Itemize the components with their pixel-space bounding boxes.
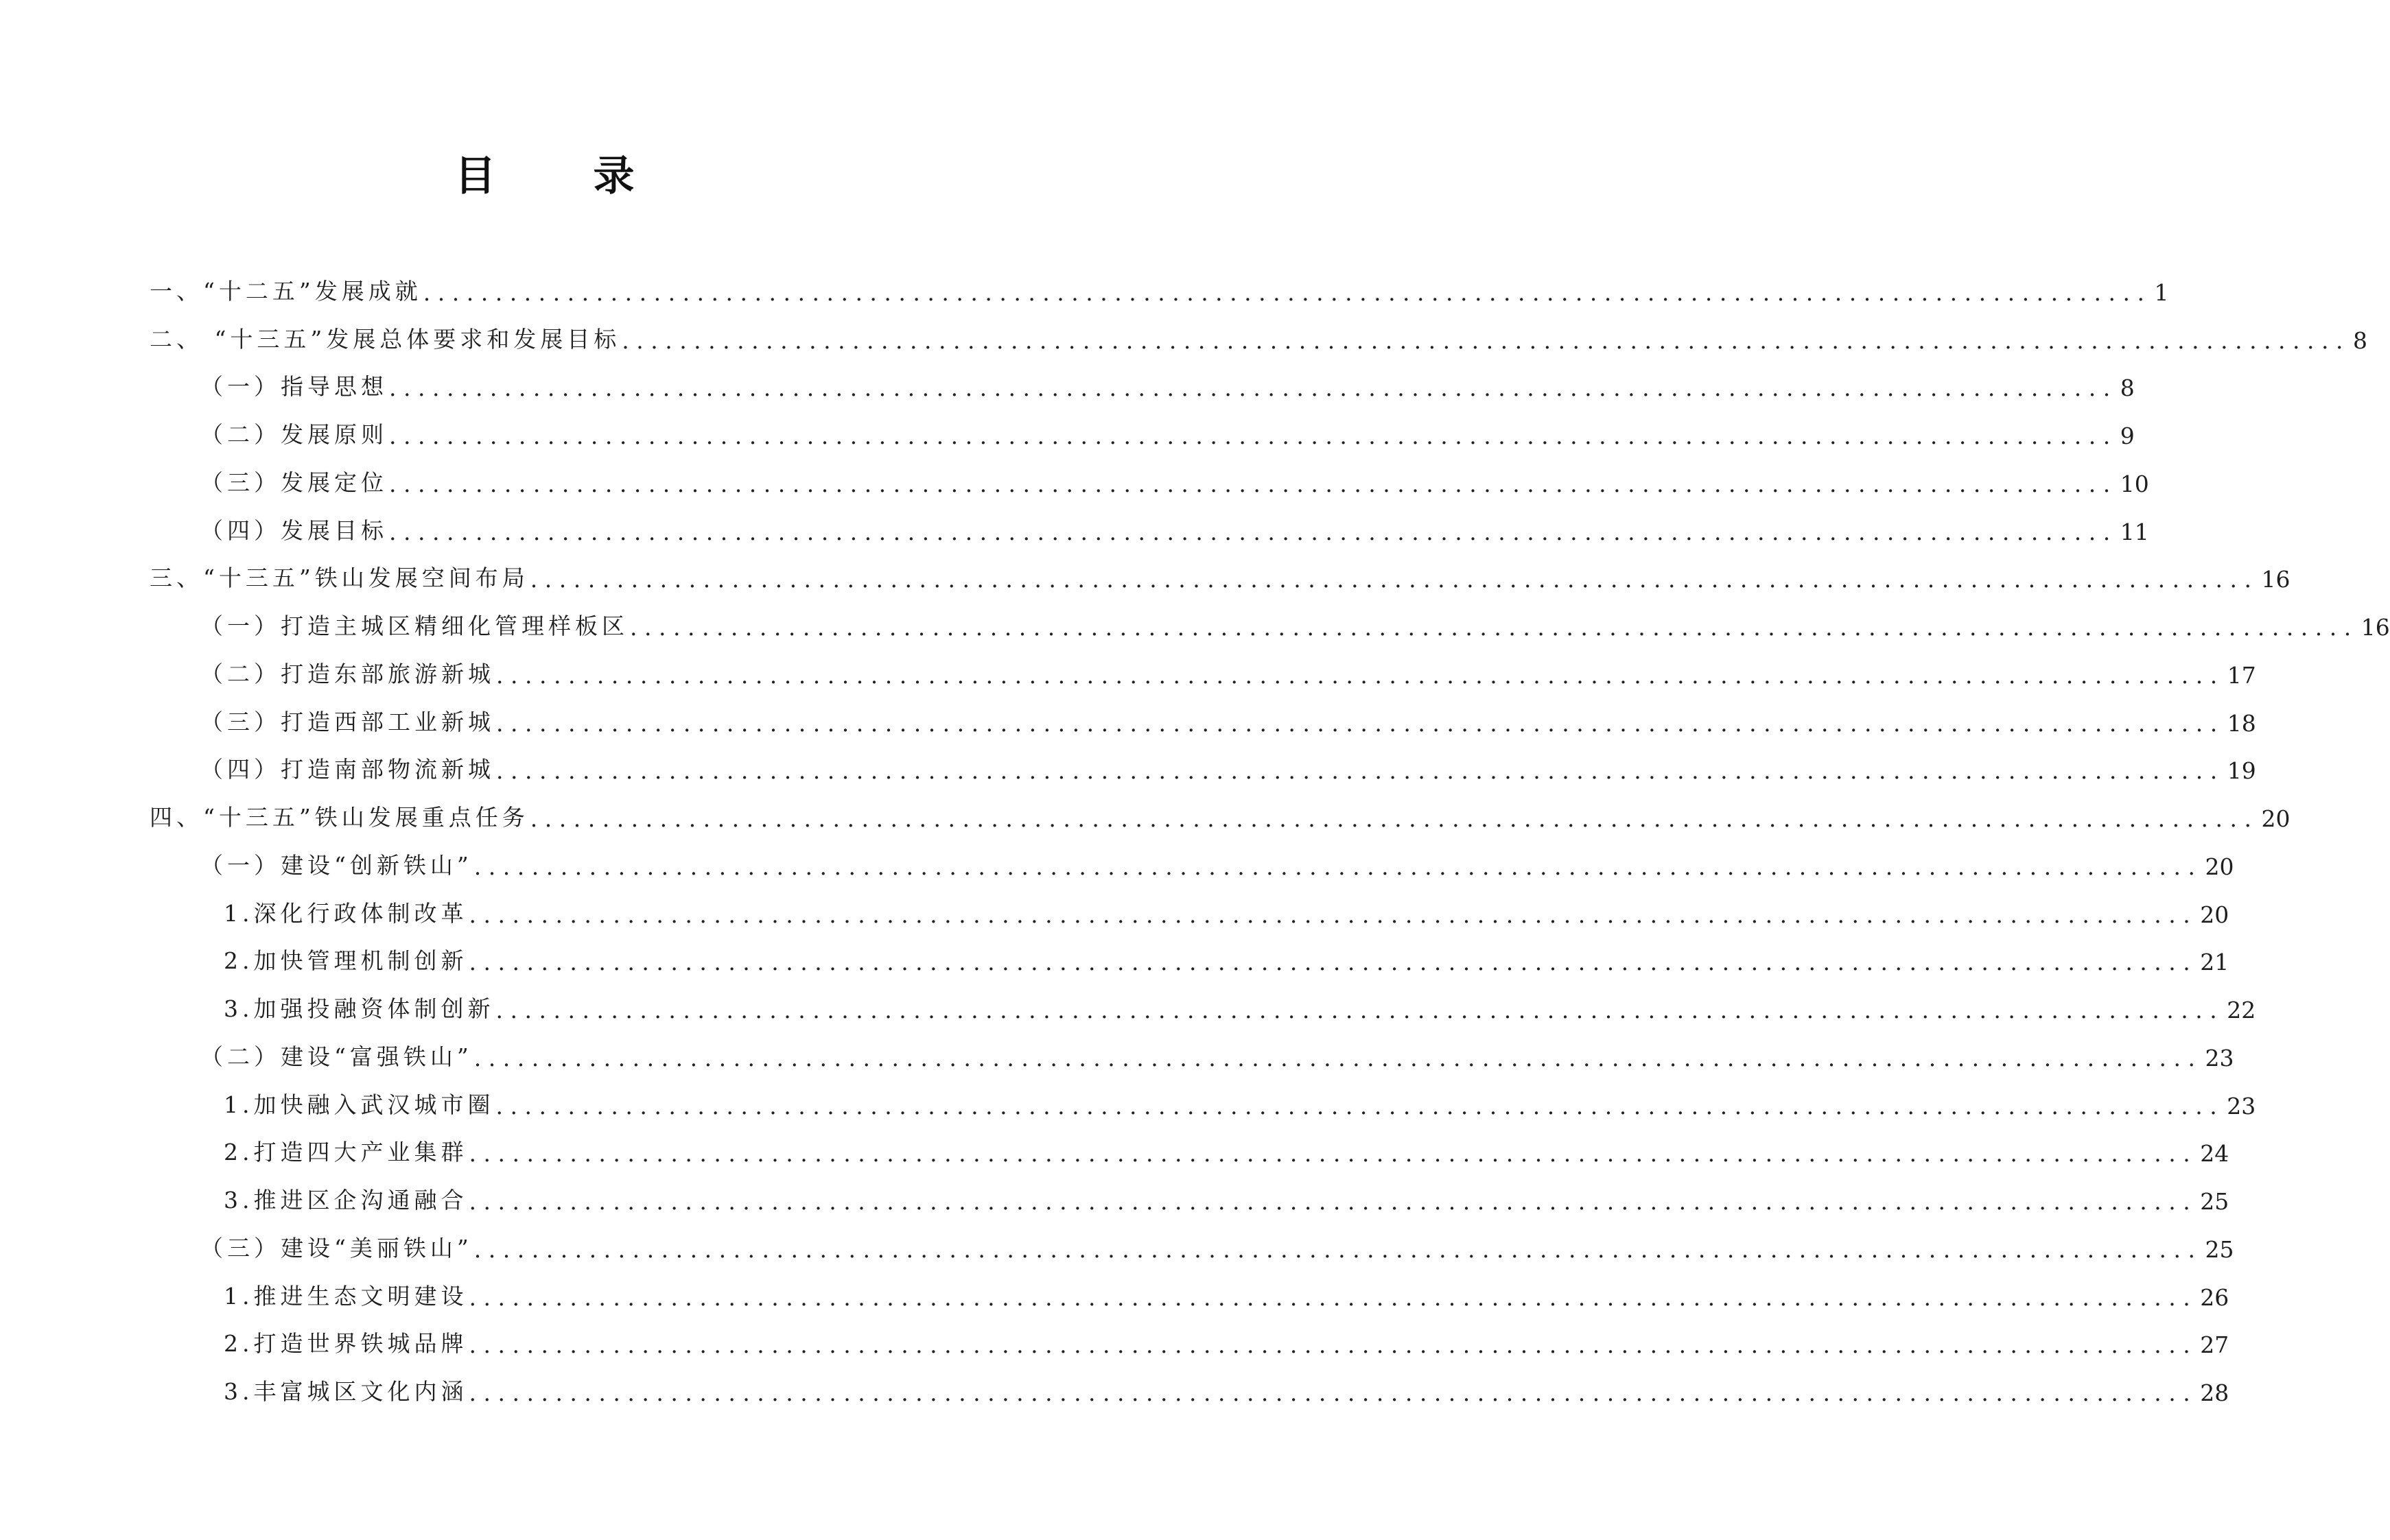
toc-leader-dots: ........................................................................................................................ [473, 853, 2203, 880]
title-char-1: 目 [454, 152, 496, 200]
toc-entry[interactable] [200, 463, 2149, 497]
toc-entry-label: 1.推进生态文明建设 [224, 1283, 468, 1310]
toc-entry[interactable] [200, 415, 2135, 449]
toc-entry-label: （四）打造南部物流新城 [200, 756, 495, 783]
toc-leader-dots: ........................................................................................................................ [423, 279, 2152, 306]
toc-leader-dots: ........................................................................................................................ [469, 1140, 2198, 1167]
toc-entry-label: 3.加强投融资体制创新 [224, 995, 495, 1022]
toc-entry-label: 2.加快管理机制创新 [224, 947, 468, 974]
toc-entry[interactable] [200, 750, 2256, 784]
toc-leader-dots: ........................................................................................................................ [622, 327, 2351, 354]
toc-entry-label: 二、 “十三五”发展总体要求和发展目标 [150, 326, 621, 353]
toc-entry-page-number: 23 [2205, 1045, 2234, 1071]
toc-entry[interactable] [200, 1037, 2234, 1071]
toc-leader-dots: ........................................................................................................................ [389, 375, 2118, 401]
toc-entry-label: （三）打造西部工业新城 [200, 709, 495, 735]
toc-leader-dots: ........................................................................................................................ [473, 1045, 2203, 1071]
toc-leader-dots: ........................................................................................................................ [389, 471, 2118, 497]
toc-leader-dots: ........................................................................................................................ [496, 757, 2225, 784]
toc-entry[interactable] [200, 654, 2256, 689]
toc-entry-label: （二）建设“富强铁山” [200, 1043, 473, 1070]
toc-entry-label: 3.丰富城区文化内涵 [224, 1378, 468, 1405]
toc-entry[interactable] [224, 1133, 2229, 1167]
toc-entry-page-number: 11 [2120, 519, 2149, 545]
toc-entry-label: （一）指导思想 [200, 373, 388, 400]
page-title [0, 145, 1089, 200]
toc-entry-page-number: 23 [2227, 1093, 2256, 1120]
toc-leader-dots: ........................................................................................................................ [530, 566, 2259, 593]
toc-entry[interactable] [224, 941, 2229, 975]
toc-entry[interactable] [200, 1229, 2234, 1263]
toc-leader-dots: ........................................................................................................................ [469, 1284, 2198, 1311]
toc-leader-dots: ........................................................................................................................ [495, 1093, 2225, 1120]
toc-entry[interactable] [224, 1277, 2229, 1311]
toc-entry-page-number: 20 [2261, 805, 2291, 832]
toc-entry[interactable] [200, 606, 2390, 641]
toc-leader-dots: ........................................................................................................................ [469, 1379, 2198, 1406]
toc-entry-label: 1.加快融入武汉城市圈 [224, 1091, 495, 1118]
toc-entry-page-number: 8 [2353, 327, 2368, 354]
toc-entry-label: （四）发展目标 [200, 517, 388, 544]
toc-entry[interactable] [224, 1372, 2229, 1406]
toc-entry-page-number: 8 [2120, 375, 2135, 401]
toc-entry[interactable] [150, 558, 2291, 593]
toc-entry-page-number: 10 [2120, 471, 2149, 497]
toc-entry[interactable] [224, 989, 2256, 1023]
toc-entry-page-number: 1 [2154, 279, 2169, 306]
toc-entry-page-number: 22 [2227, 997, 2256, 1023]
toc-entry-label: 2.打造世界铁城品牌 [224, 1330, 468, 1357]
toc-leader-dots: ........................................................................................................................ [496, 710, 2225, 737]
toc-entry-page-number: 20 [2205, 853, 2234, 880]
toc-entry-page-number: 25 [2205, 1236, 2234, 1263]
toc-leader-dots: ........................................................................................................................ [495, 997, 2225, 1023]
toc-leader-dots: ........................................................................................................................ [469, 901, 2198, 928]
toc-entry-page-number: 17 [2227, 662, 2256, 689]
toc-entry[interactable] [200, 367, 2135, 401]
toc-leader-dots: ........................................................................................................................ [473, 1236, 2203, 1263]
toc-entry-page-number: 26 [2200, 1284, 2229, 1311]
toc-entry[interactable] [200, 702, 2256, 737]
toc-leader-dots: ........................................................................................................................ [469, 1331, 2198, 1358]
toc-entry-page-number: 9 [2120, 423, 2135, 449]
toc-entry-page-number: 16 [2360, 614, 2390, 641]
toc-entry[interactable] [200, 846, 2234, 880]
toc-entry-label: （三）建设“美丽铁山” [200, 1235, 473, 1261]
toc-entry[interactable] [150, 798, 2291, 832]
toc-leader-dots: ........................................................................................................................ [530, 805, 2259, 832]
toc-entry-label: （三）发展定位 [200, 469, 388, 496]
toc-leader-dots: ........................................................................................................................ [496, 662, 2225, 689]
toc-entry-label: （二）打造东部旅游新城 [200, 661, 495, 687]
toc-entry-page-number: 19 [2227, 757, 2256, 784]
toc-entry[interactable] [150, 272, 2169, 306]
toc-leader-dots: ........................................................................................................................ [389, 423, 2118, 449]
toc-leader-dots: ........................................................................................................................ [469, 1188, 2198, 1215]
toc-entry-page-number: 25 [2200, 1188, 2229, 1215]
toc-entry[interactable] [224, 1181, 2229, 1215]
toc-entry-label: 3.推进区企沟通融合 [224, 1187, 468, 1213]
toc-entry-label: 三、“十三五”铁山发展空间布局 [150, 565, 529, 591]
toc-entry[interactable] [224, 894, 2229, 928]
toc-entry-label: （二）发展原则 [200, 421, 388, 448]
toc-entry[interactable] [224, 1324, 2229, 1358]
toc-leader-dots: ........................................................................................................................ [469, 949, 2198, 975]
toc-entry-label: 一、“十二五”发展成就 [150, 278, 422, 305]
toc-entry-page-number: 18 [2227, 710, 2256, 737]
toc-entry-page-number: 28 [2200, 1379, 2229, 1406]
toc-entry-page-number: 21 [2200, 949, 2229, 975]
toc-entry-label: 2.打造四大产业集群 [224, 1139, 468, 1165]
toc-entry-page-number: 20 [2200, 901, 2229, 928]
toc-entry[interactable] [200, 511, 2149, 545]
toc-entry-label: （一）打造主城区精细化管理样板区 [200, 613, 629, 639]
toc-leader-dots: ........................................................................................................................ [630, 614, 2358, 641]
toc-entry-page-number: 24 [2200, 1140, 2229, 1167]
toc-entry-label: 1.深化行政体制改革 [224, 900, 468, 927]
toc-leader-dots: ........................................................................................................................ [389, 519, 2118, 545]
toc-entry[interactable] [224, 1085, 2256, 1120]
toc-entry-page-number: 16 [2261, 566, 2291, 593]
title-char-2: 录 [593, 152, 635, 200]
toc-entry-label: （一）建设“创新铁山” [200, 852, 473, 879]
toc-entry-page-number: 27 [2200, 1331, 2229, 1358]
toc-entry-label: 四、“十三五”铁山发展重点任务 [150, 804, 529, 831]
toc-entry[interactable] [150, 320, 2368, 354]
